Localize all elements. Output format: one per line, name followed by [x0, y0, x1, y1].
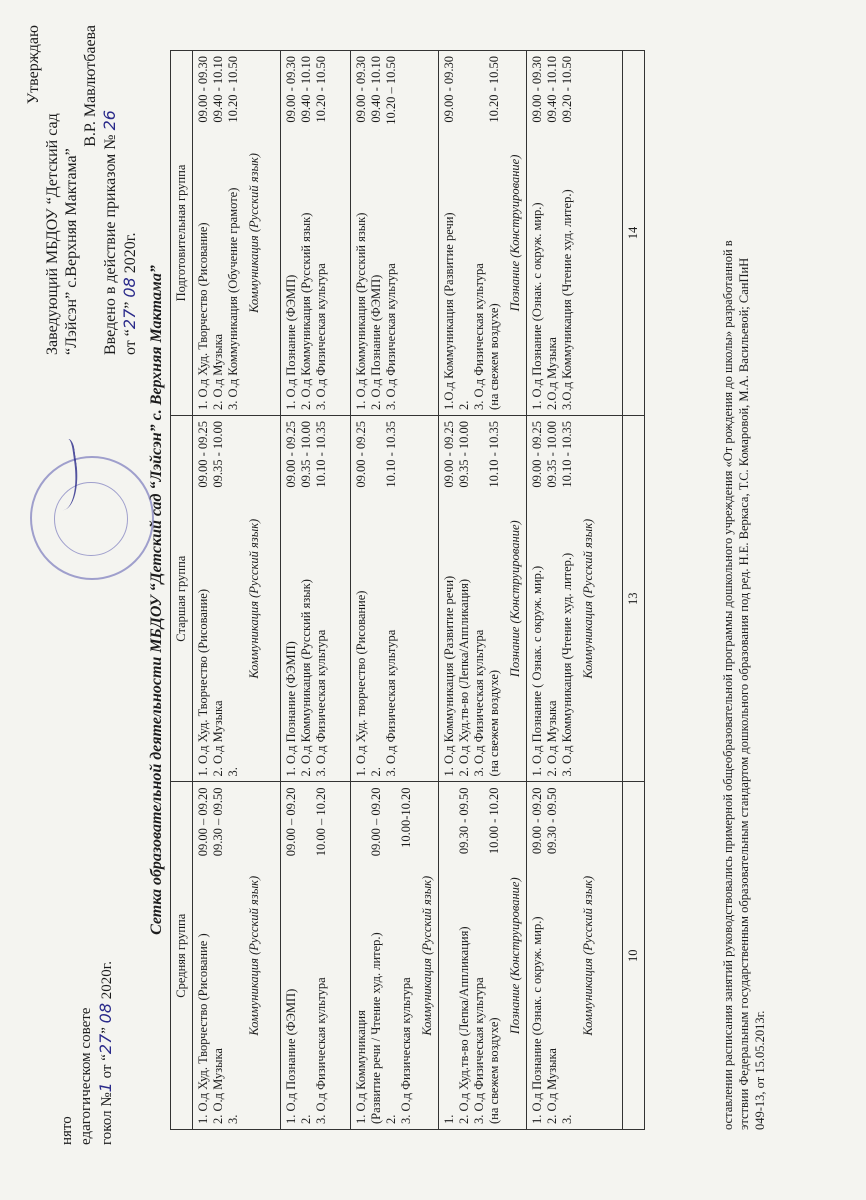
- activity-line: [545, 56, 560, 410]
- activity-line: [226, 56, 241, 410]
- schedule-cell: [527, 51, 623, 416]
- activity-name: 1. О.д Худ. Творчество (Рисование ): [196, 933, 210, 1124]
- activity-line: [530, 787, 545, 1124]
- activity-name: 3. О.д Физическая культура: [472, 629, 486, 777]
- cell-note: Познание (Конструирование): [508, 520, 522, 678]
- schedule-cell: [439, 415, 527, 782]
- activity-time: 09.30 - 09.50: [457, 787, 471, 855]
- activity-time: [384, 787, 399, 797]
- activity-line: [487, 56, 502, 410]
- activity-time: [226, 787, 241, 797]
- activity-line: [284, 787, 299, 1124]
- activity-time: 09.35 - 10.00: [211, 420, 225, 488]
- cell-note: Коммуникация (Русский язык): [420, 875, 434, 1036]
- activity-time: 09.00 - 09.25: [442, 420, 456, 488]
- activity-line: [487, 787, 502, 1124]
- activity-line: [196, 421, 211, 777]
- activity-time: 10.10 - 10.35: [487, 420, 501, 488]
- activity-time: [354, 787, 369, 797]
- activity-line: [442, 421, 457, 777]
- protocol-day: 27: [96, 1033, 115, 1055]
- schedule-cell: [527, 415, 623, 782]
- activity-name: (Развитие речи / Чтение худ. литер.): [369, 932, 383, 1124]
- activity-time: 10.10 - 10.35: [314, 420, 328, 488]
- order-year: 2020г.: [122, 232, 139, 274]
- activity-time: 09.30 – 09.50: [211, 787, 225, 857]
- activity-name: 2. О.д Музыка: [211, 700, 225, 777]
- table-header-row: [171, 51, 193, 1130]
- activity-name: 1. О.д Познание ( Ознак. с окруж. мир.): [530, 565, 544, 777]
- order-month: 08: [120, 277, 139, 298]
- schedule-table: [170, 50, 645, 1130]
- activity-name: (на свежем воздухе): [487, 1017, 501, 1124]
- table-body: [193, 51, 645, 1130]
- activity-line: [560, 787, 575, 1124]
- schedule-cell: [351, 51, 439, 416]
- activity-line: [472, 787, 487, 1124]
- activity-time: [442, 787, 457, 797]
- activity-name: 3. О.д Физическая культура: [384, 263, 398, 410]
- activity-name: 3. О.д Физическая культура: [472, 977, 486, 1124]
- activity-name: 3. О.д Физическая культура: [384, 629, 398, 777]
- activity-name: 1. О.д Познание (ФЭМП): [284, 988, 298, 1124]
- activity-line: [442, 787, 457, 1124]
- total-cell: 14: [623, 51, 645, 416]
- activity-time: [299, 787, 314, 797]
- activity-name: 1. О.д Коммуникация: [354, 1010, 368, 1124]
- activity-name: 3. О.д Коммуникация (Обучение грамоте): [226, 187, 240, 410]
- footer-note: [720, 40, 768, 1130]
- activity-line: [384, 787, 399, 1124]
- cell-note: Коммуникация (Русский язык): [247, 518, 261, 679]
- approval-block-left: [58, 961, 117, 1145]
- activity-name: 3.: [226, 1114, 240, 1124]
- page-title: Сетка образовательной деятельности МБДОУ “Детский сад “Лэйсэн” с. Верхняя Мактама”: [148, 265, 165, 935]
- order-date-line: от “27” 08 2020г.: [120, 232, 139, 355]
- activity-time: 09.00 – 09.20: [369, 787, 383, 857]
- activity-line: [226, 787, 241, 1124]
- head-title: Заведующий МБДОУ “Детский сад: [44, 113, 61, 355]
- activity-time: [472, 56, 487, 66]
- kindergarten-name: “Лэйсэн” с.Верхняя Мактама”: [63, 148, 80, 355]
- activity-line: [314, 787, 329, 1124]
- activity-time: [369, 421, 384, 431]
- approve-label: Утверждаю: [25, 25, 42, 105]
- activity-time: 09.00 - 09.30: [442, 56, 456, 123]
- activity-line: [314, 421, 329, 777]
- activity-line: [284, 421, 299, 777]
- activity-name: 2. О.д Музыка: [211, 1048, 225, 1124]
- table-row: [281, 51, 351, 1130]
- activity-line: [384, 421, 399, 777]
- activity-time: [226, 421, 241, 431]
- activity-time: 09.30 - 09.50: [545, 787, 559, 855]
- activity-time: 10.00 – 10.20: [314, 787, 328, 857]
- activity-line: [314, 56, 329, 410]
- activity-time: [457, 56, 472, 66]
- schedule-cell: [281, 782, 351, 1130]
- schedule-cell: [351, 415, 439, 782]
- protocol-line: гокол №1 от “27” 08 2020г.: [96, 961, 115, 1145]
- activity-name: 2. О.д Познание (ФЭМП): [369, 274, 383, 410]
- activity-name: 1. О.д Худ. творчество (Рисование): [354, 590, 368, 777]
- activity-time: 10.20 - 10.50: [487, 56, 501, 123]
- activity-name: 3.: [560, 1114, 574, 1124]
- activity-name: 2. О.д Музыка: [545, 1048, 559, 1124]
- activity-time: 09.00 - 09.30: [196, 56, 210, 123]
- activity-name: 3. О.д Физическая культура: [314, 263, 328, 410]
- activity-line: [354, 787, 369, 1124]
- activity-name: 2.: [384, 1114, 398, 1124]
- activity-line: [530, 56, 545, 410]
- schedule-cell: [281, 51, 351, 416]
- activity-name: 2. О.д Музыка: [545, 700, 559, 777]
- activity-line: [354, 56, 369, 410]
- activity-name: 1. О.д Худ. Творчество (Рисование): [196, 222, 210, 410]
- activity-line: [369, 787, 384, 1124]
- activity-time: 09.00 - 09.25: [530, 420, 544, 488]
- activity-name: 3.: [226, 767, 240, 777]
- footer-line: этствии Федеральным государственным образовательным стандартом дошкольного образования под ред. Н.Е. Веркаса, Т.С. Комаровой, М.А. Васильевой; СанПиН: [737, 257, 751, 1130]
- activity-time: 10.10 - 10.35: [384, 420, 398, 488]
- activity-time: 09.00 - 09.25: [284, 420, 298, 488]
- total-cell: 13: [623, 415, 645, 782]
- activity-line: [457, 787, 472, 1124]
- council-label: едагогическом совете: [78, 1007, 94, 1145]
- activity-time: 10.20 - 10.50: [314, 56, 328, 123]
- activity-name: 3. О.д Физическая культура: [399, 977, 413, 1124]
- schedule-cell: [193, 415, 281, 782]
- activity-line: [354, 421, 369, 777]
- activity-time: 09.00 - 09.30: [284, 56, 298, 123]
- head-name: В.Р. Мавлютбаева: [82, 25, 99, 147]
- activity-time: 09.40 - 10.10: [545, 56, 559, 123]
- activity-line: [384, 56, 399, 410]
- activity-time: 09.00 – 09.20: [284, 787, 298, 857]
- activity-name: 1. О.д Познание (ФЭМП): [284, 274, 298, 410]
- cell-note: Коммуникация (Русский язык): [581, 875, 595, 1036]
- cell-note: Познание (Конструирование): [508, 877, 522, 1035]
- activity-time: 10.20 – 10.50: [384, 56, 398, 125]
- activity-line: [457, 56, 472, 410]
- activity-time: 10.00 - 10.20: [487, 787, 501, 855]
- order-number: 26: [100, 110, 119, 131]
- activity-name: 2.: [299, 1114, 313, 1124]
- activity-name: 1. О.д Познание (ФЭМП): [284, 641, 298, 777]
- activity-time: 09.00 - 09.25: [354, 420, 368, 488]
- cell-note: Познание (Конструирование): [508, 154, 522, 312]
- activity-name: 2. О.д Коммуникация (Русский язык): [299, 212, 313, 410]
- activity-name: 1.О.д Коммуникация (Развитие речи): [442, 212, 456, 410]
- activity-line: [487, 421, 502, 777]
- activity-time: 09.20 - 10.50: [560, 56, 574, 123]
- column-header: Средняя группа: [171, 782, 193, 1130]
- activity-line: [560, 421, 575, 777]
- activity-time: 10.00-10.20: [399, 787, 413, 848]
- activity-line: [369, 56, 384, 410]
- activity-name: 1. О.д Коммуникация (Развитие речи): [442, 575, 456, 777]
- activity-time: 09.00 - 09.30: [530, 56, 544, 123]
- activity-line: [399, 787, 414, 1124]
- activity-time: 09.40 - 10.10: [299, 56, 313, 123]
- activity-time: [472, 421, 487, 431]
- activity-time: 10.10 - 10.35: [560, 420, 574, 488]
- column-header: Подготовительная группа: [171, 51, 193, 416]
- activity-time: 09.00 - 09.30: [354, 56, 368, 123]
- activity-time: [472, 787, 487, 797]
- activity-line: [560, 56, 575, 410]
- protocol-year: 2020г.: [99, 961, 115, 1000]
- activity-name: 3. О.д Физическая культура: [472, 263, 486, 410]
- schedule-cell: [439, 51, 527, 416]
- activity-line: [284, 56, 299, 410]
- cell-note: Коммуникация (Русский язык): [247, 875, 261, 1036]
- activity-line: [226, 421, 241, 777]
- totals-row: [623, 51, 645, 1130]
- table-row: [193, 51, 281, 1130]
- footer-line: 049-13, от 15.05.2013г.: [753, 1010, 767, 1130]
- activity-name: 2.: [369, 767, 383, 777]
- activity-line: [211, 421, 226, 777]
- schedule-cell: [439, 782, 527, 1130]
- cell-note: Коммуникация (Русский язык): [581, 518, 595, 679]
- schedule-cell: [193, 51, 281, 416]
- cell-note: Коммуникация (Русский язык): [247, 153, 261, 313]
- activity-line: [530, 421, 545, 777]
- activity-name: 3. О.д Коммуникация (Чтение худ. литер.): [560, 552, 574, 777]
- activity-time: [560, 787, 575, 797]
- protocol-month: 08: [96, 1003, 115, 1024]
- activity-name: 3.О.д Коммуникация (Чтение худ. литер.): [560, 189, 574, 410]
- activity-line: [472, 56, 487, 410]
- activity-line: [472, 421, 487, 777]
- schedule-cell: [527, 782, 623, 1130]
- schedule-cell: [281, 415, 351, 782]
- schedule-cell: [193, 782, 281, 1130]
- activity-line: [196, 787, 211, 1124]
- activity-name: (на свежем воздухе): [487, 669, 501, 777]
- activity-time: 09.35 - 10.00: [457, 420, 471, 488]
- activity-line: [369, 421, 384, 777]
- footer-line: оставлении расписания занятий руководствовались примерной общеобразовательной программы дошкольного учреждения «От рождения до школы» разработанной в: [721, 240, 735, 1130]
- table-row: [439, 51, 527, 1130]
- approval-block-right: [24, 25, 140, 355]
- activity-time: 09.40 - 10.10: [211, 56, 225, 123]
- protocol-number: 1: [96, 1082, 115, 1093]
- activity-line: [299, 421, 314, 777]
- activity-name: 1.: [442, 1114, 456, 1124]
- activity-name: 1. О.д Коммуникация (Русский язык): [354, 212, 368, 410]
- activity-time: 09.00 - 09.25: [196, 420, 210, 488]
- activity-time: 10.20 - 10.50: [226, 56, 240, 123]
- activity-name: 1. О.д Худ. Творчество (Рисование): [196, 588, 210, 777]
- activity-time: 09.00 - 09.20: [530, 787, 544, 855]
- schedule-cell: [351, 782, 439, 1130]
- activity-line: [299, 56, 314, 410]
- activity-line: [299, 787, 314, 1124]
- total-cell: 10: [623, 782, 645, 1130]
- activity-name: 2. О.д Худ.тв-во (Лепка/Аппликация): [457, 926, 471, 1124]
- activity-time: 09.35 - 10.00: [299, 420, 313, 488]
- table-row: [527, 51, 623, 1130]
- activity-line: [211, 56, 226, 410]
- activity-name: 1. О.д Познание (Ознак. с окруж. мир.): [530, 916, 544, 1124]
- activity-name: 3. О.д Физическая культура: [314, 629, 328, 777]
- activity-line: [442, 56, 457, 410]
- column-header: Старшая группа: [171, 415, 193, 782]
- order-line: Введено в действие приказом № 26: [100, 110, 119, 355]
- activity-line: [545, 787, 560, 1124]
- activity-time: 09.35 - 10.00: [545, 420, 559, 488]
- activity-line: [211, 787, 226, 1124]
- order-day: 27: [120, 308, 139, 330]
- activity-name: 3. О.д Физическая культура: [314, 977, 328, 1124]
- activity-name: 2. О.д Худ.тв-во (Лепка/Аппликация): [457, 578, 471, 777]
- activity-name: 2. О.д Коммуникация (Русский язык): [299, 579, 313, 777]
- table-row: [351, 51, 439, 1130]
- activity-name: (на свежем воздухе): [487, 303, 501, 410]
- activity-time: 09.00 – 09.20: [196, 787, 210, 857]
- activity-line: [457, 421, 472, 777]
- activity-line: [196, 56, 211, 410]
- activity-name: 2.: [457, 400, 471, 410]
- accepted-label: нято: [59, 1116, 75, 1145]
- activity-time: 09.40 - 10.10: [369, 56, 383, 123]
- activity-name: 1. О.д Познание (Ознак. с окруж. мир.): [530, 202, 544, 410]
- activity-name: 2. О.д Музыка: [211, 333, 225, 410]
- activity-name: 2.О.д Музыка: [545, 337, 559, 410]
- activity-line: [545, 421, 560, 777]
